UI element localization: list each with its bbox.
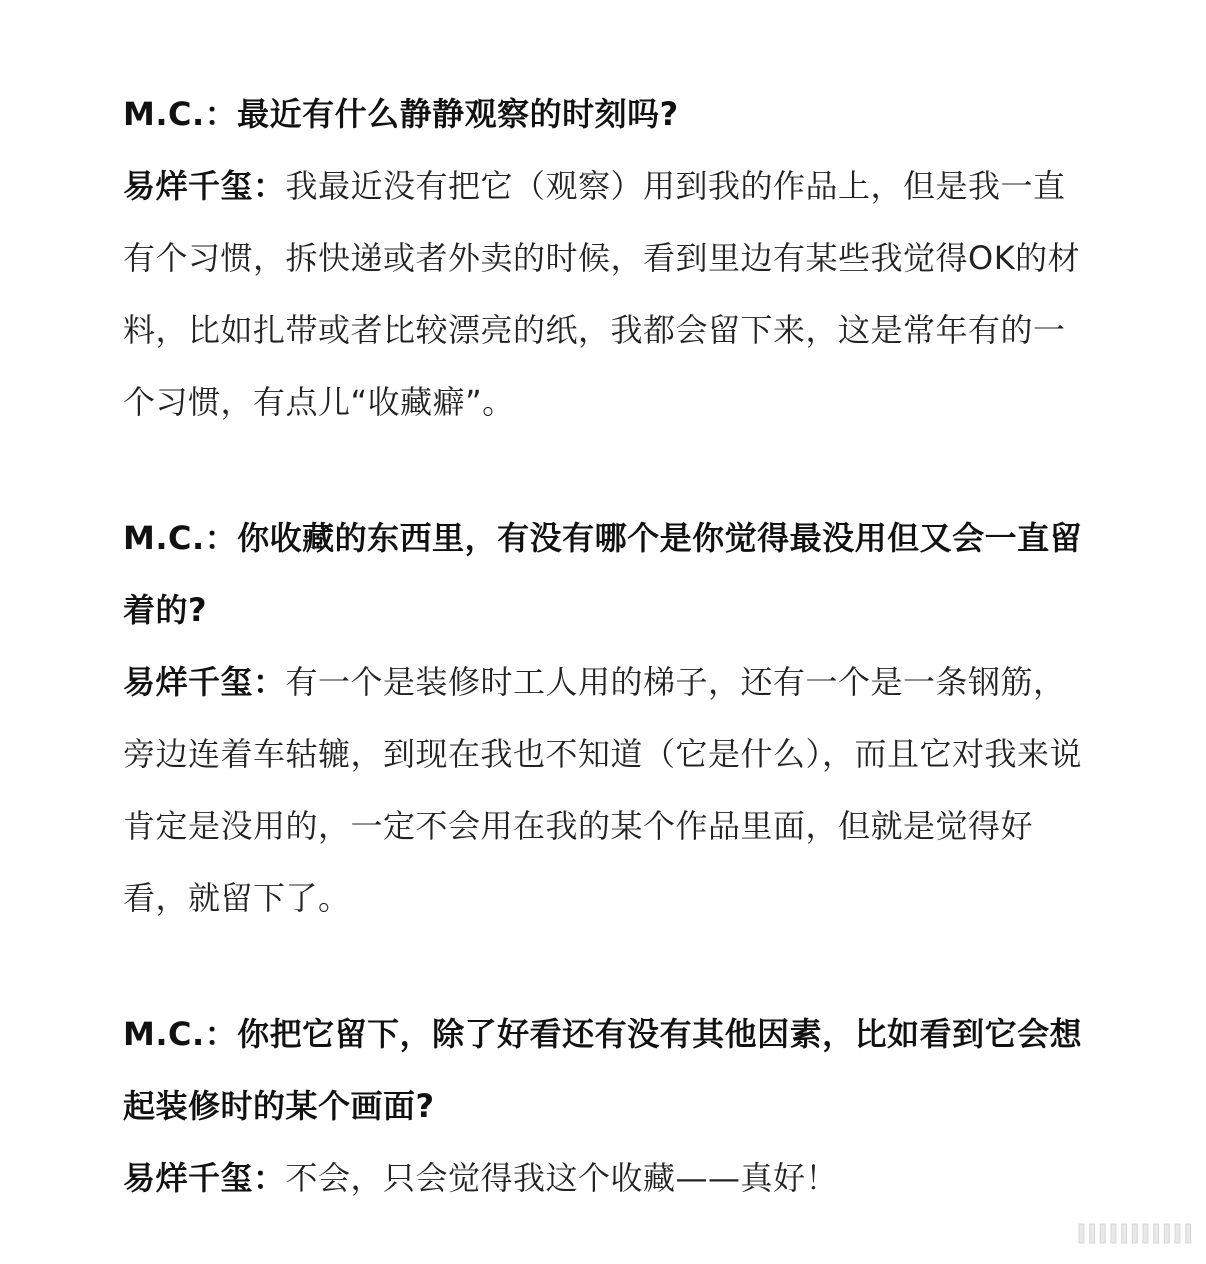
interviewer-label: M.C.：	[123, 95, 238, 133]
interviewee-label: 易烊千玺：	[123, 1159, 286, 1197]
question-text: 最近有什么静静观察的时刻吗?	[237, 95, 679, 133]
answer-text: 不会，只会觉得我这个收藏——真好！	[285, 1159, 839, 1197]
question-text: 你收藏的东西里，有没有哪个是你觉得最没用但又会一直留着的?	[123, 519, 1083, 629]
qa-block-2	[123, 502, 1089, 934]
question-text: 你把它留下，除了好看还有没有其他因素，比如看到它会想起装修时的某个画面?	[123, 1015, 1083, 1125]
interview-article	[123, 78, 1089, 1214]
answer-3	[123, 1142, 1089, 1214]
interviewee-label: 易烊千玺：	[123, 663, 286, 701]
qa-block-3	[123, 998, 1089, 1214]
qa-block-1	[123, 78, 1089, 438]
interviewer-label: M.C.：	[123, 1015, 238, 1053]
question-1	[123, 78, 1089, 150]
question-3	[123, 998, 1089, 1142]
answer-text: 有一个是装修时工人用的梯子，还有一个是一条钢筋，旁边连着车轱辘，到现在我也不知道（它是什么），而且它对我来说肯定是没用的，一定不会用在我的某个作品里面，但就是觉得好看，就留下了。	[123, 663, 1083, 917]
answer-1	[123, 150, 1089, 438]
watermark: IIIIIIIIIII	[1076, 1220, 1194, 1250]
interviewer-label: M.C.：	[123, 519, 238, 557]
interviewee-label: 易烊千玺：	[123, 167, 286, 205]
answer-2	[123, 646, 1089, 934]
answer-text: 我最近没有把它（观察）用到我的作品上，但是我一直有个习惯，拆快递或者外卖的时候，看到里边有某些我觉得OK的材料，比如扎带或者比较漂亮的纸，我都会留下来，这是常年有的一个习惯，有点儿“收藏癖”。	[123, 167, 1081, 421]
question-2	[123, 502, 1089, 646]
